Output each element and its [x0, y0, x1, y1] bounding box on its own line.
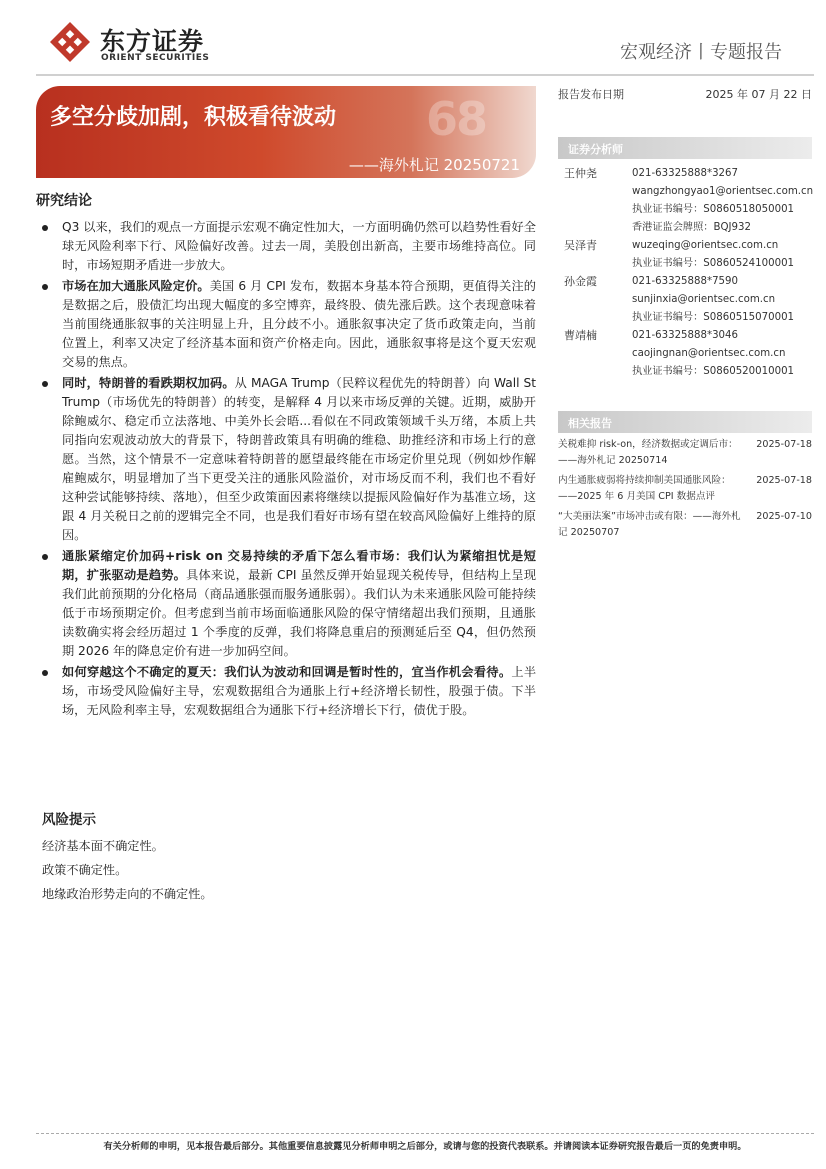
conclusion-item: Q3 以来，我们的观点一方面提示宏观不确定性加大，一方面明确仍然可以趋势性看好全球无风险利率下行、风险偏好改善。过去一周，美股创出新高，主要市场维持高位。同时，市场短期矛盾进一步放大。: [36, 218, 536, 275]
title-banner: [36, 86, 536, 178]
logo-chinese-name: 东方证券: [100, 27, 205, 56]
analysts-heading: 证券分析师: [558, 137, 812, 159]
analyst-name: 王仲尧: [564, 167, 597, 180]
logo-english-name: ORIENT SECURITIES: [101, 53, 210, 63]
analyst-phone: 021-63325888*3046: [632, 330, 738, 341]
related-report-title[interactable]: 关税难抑 risk-on，经济数据或定调后市：——海外札记 20250714: [558, 439, 738, 466]
conclusion-heading: 研究结论: [36, 193, 92, 209]
analyst-email[interactable]: sunjinxia@orientsec.com.cn: [632, 294, 776, 305]
analyst-license: 执业证书编号：S0860515070001: [632, 312, 795, 323]
bullet-icon: [42, 284, 48, 290]
related-report-title[interactable]: “大美丽法案”市场冲击或有限：——海外札记 20250707: [558, 511, 741, 538]
analyst-license: 执业证书编号：S0860518050001: [632, 204, 795, 215]
risk-section: [42, 808, 522, 910]
bullet-icon: [42, 225, 48, 231]
conclusion-item: 通胀紧缩定价加码+risk on 交易持续的矛盾下怎么看市场：我们认为紧缩担忧是短期，扩张驱动是趋势。具体来说，最新 CPI 虽然反弹开始显现关税传导，但结构上呈现我们此前预期的分化格局（商品通胀强而服务通胀弱）。我们认为未来通胀风险可能持续低于市场预期定价。但考虑到当前市场面临通胀风险的保守情绪超出我们预期，且通胀读数确实将会经历超过 1 个季度的反弹，我们将降息重启的预测延后至 Q4，但仍然预期 2026 年的降息定价有进一步加码空间。: [36, 547, 536, 661]
disclaimer-footer: 有关分析师的申明，见本报告最后部分。其他重要信息披露见分析师申明之后部分，或请与您的投资代表联系。并请阅读本证券研究报告最后一页的免责申明。: [103, 1141, 747, 1152]
banner-decoration: 68: [426, 92, 487, 146]
company-logo: [48, 20, 248, 68]
footer-divider: [36, 1133, 814, 1134]
related-report-title[interactable]: 内生通胀疲弱将持续抑制美国通胀风险：——2025 年 6 月美国 CPI 数据点评: [558, 475, 731, 502]
analyst-email[interactable]: caojingnan@orientsec.com.cn: [632, 348, 786, 359]
analyst-name: 吴泽青: [564, 239, 597, 252]
analyst-entry: [558, 237, 812, 273]
analyst-license: 执业证书编号：S0860520010001: [632, 366, 795, 377]
orient-securities-logo-icon: [48, 20, 92, 64]
publish-date-label: 报告发布日期: [558, 88, 624, 101]
analyst-email[interactable]: wangzhongyao1@orientsec.com.cn: [632, 186, 814, 197]
risk-item: 经济基本面不确定性。: [42, 839, 164, 853]
analyst-license: 执业证书编号：S0860524100001: [632, 258, 795, 269]
related-report[interactable]: [558, 509, 812, 541]
analyst-hk-license: 香港证监会牌照：BQJ932: [632, 222, 751, 233]
related-report[interactable]: [558, 437, 812, 469]
risk-heading: 风险提示: [42, 812, 96, 828]
related-report-date: 2025-07-10: [756, 511, 812, 522]
report-title: 多空分歧加剧，积极看待波动: [50, 105, 337, 130]
analyst-entry: [558, 165, 812, 237]
bullet-icon: [42, 670, 48, 676]
analyst-name: 孙金霞: [564, 275, 597, 288]
analyst-phone: 021-63325888*3267: [632, 168, 738, 179]
risk-item: 政策不确定性。: [42, 863, 128, 877]
report-subtitle: ——海外札记 20250721: [348, 156, 520, 174]
bullet-icon: [42, 381, 48, 387]
sidebar: [558, 86, 812, 541]
publish-date-row: [558, 86, 812, 102]
report-type: 宏观经济丨专题报告: [620, 42, 782, 63]
risk-item: 地缘政治形势走向的不确定性。: [42, 887, 213, 901]
conclusion-item: 市场在加大通胀风险定价。美国 6 月 CPI 发布，数据本身基本符合预期，更值得关注的是数据之后，股债汇均出现大幅度的多空博弈，最终股、债先涨后跌。这个表现意味着当前围绕通胀叙事的关注明显上升，且分歧不小。通胀叙事决定了货币政策走向，当前位置上，利率又决定了经济基本面和资产价格走向。因此，通胀叙事将是这个夏天宏观交易的焦点。: [36, 277, 536, 372]
bullet-icon: [42, 554, 48, 560]
related-reports-heading: 相关报告: [558, 411, 812, 433]
analyst-email[interactable]: wuzeqing@orientsec.com.cn: [632, 240, 779, 251]
conclusion-item: 同时，特朗普的看跌期权加码。从 MAGA Trump（民粹议程优先的特朗普）向 Wall St Trump（市场优先的特朗普）的转变，是解释 4 月以来市场反弹的关键。近期，威胁开除鲍威尔、稳定币立法落地、中美外长会晤...看似在不同政策领域千头万绪，本质上共同指向宏观波动放大的背景下，特朗普政策具有明确的维稳、助推经济和市场上行的意愿。当然，这个情景不一定意味着特朗普的愿望最终能在市场定价里兑现（例如炒作解雇鲍威尔，明显增加了当下更受关注的通胀风险溢价，对市场反而不利，我们也不看好这种尝试能够持续、落地），但至少政策面因素将继续以提振风险偏好作为基准立场，这跟 4 月关税日之前的逻辑完全不同，也是我们看好市场有望在较高风险偏好上维持的原因。: [36, 374, 536, 545]
header-divider: [36, 74, 814, 76]
related-report[interactable]: [558, 473, 812, 505]
analyst-phone: 021-63325888*7590: [632, 276, 738, 287]
analyst-entry: [558, 327, 812, 381]
conclusion-list: [36, 218, 536, 720]
related-report-date: 2025-07-18: [756, 439, 812, 450]
analyst-entry: [558, 273, 812, 327]
publish-date-value: 2025 年 07 月 22 日: [705, 88, 812, 101]
related-report-date: 2025-07-18: [756, 475, 812, 486]
analyst-name: 曹靖楠: [564, 329, 597, 342]
research-conclusion: [36, 190, 536, 722]
conclusion-item: 如何穿越这个不确定的夏天：我们认为波动和回调是暂时性的，宜当作机会看待。上半场，市场受风险偏好主导，宏观数据组合为通胀上行+经济增长韧性，股强于债。下半场，无风险利率主导，宏观数据组合为通胀下行+经济增长下行，债优于股。: [36, 663, 536, 720]
